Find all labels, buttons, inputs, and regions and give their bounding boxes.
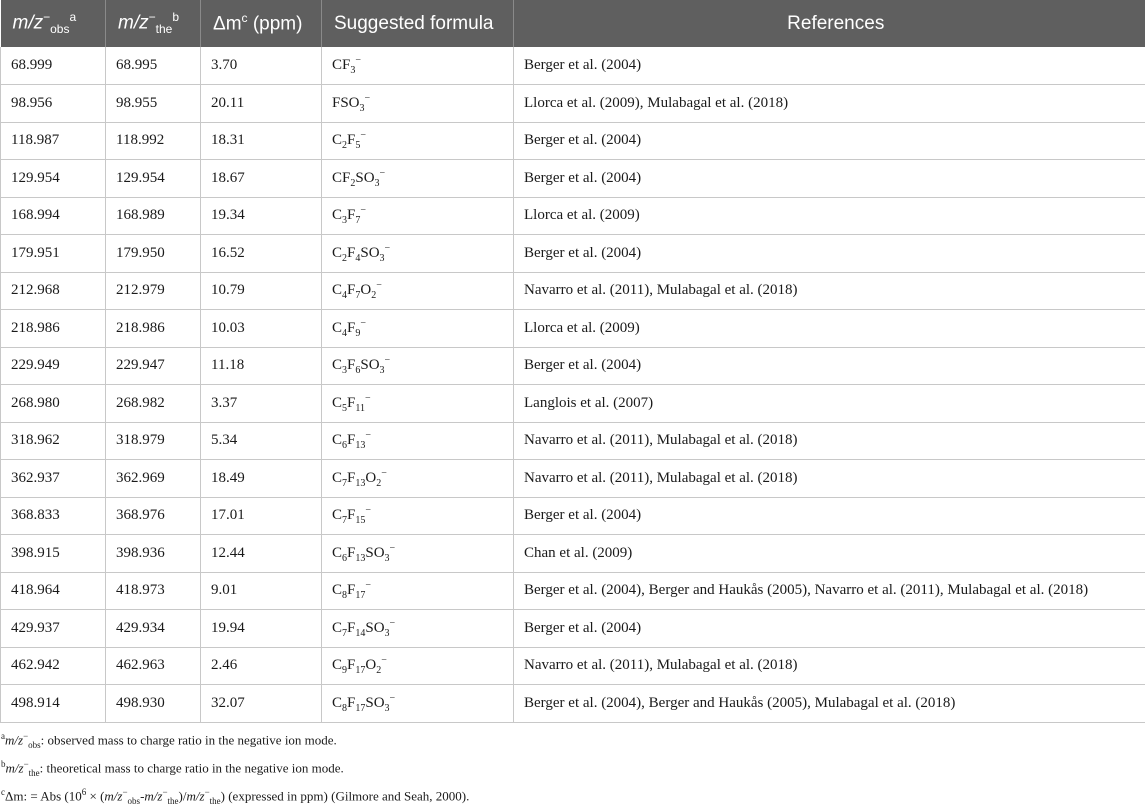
formula-part: 3 (350, 65, 355, 76)
formula-part: C (332, 132, 342, 148)
footnote-part: - (140, 789, 144, 804)
formula-part: − (390, 618, 396, 629)
footnote-part: the (210, 796, 221, 806)
formula-part: 4 (342, 328, 347, 339)
formula-part: 3 (342, 215, 347, 226)
formula-part: C (332, 695, 342, 711)
cell-formula (322, 85, 514, 123)
formula-part: F (347, 657, 355, 673)
formula-part: − (381, 468, 387, 479)
cell-mz-obs: 418.964 (1, 572, 106, 610)
cell-mz-the: 229.947 (106, 347, 201, 385)
formula-part: 6 (355, 365, 360, 376)
formula-part: C (332, 545, 342, 561)
formula-part: 4 (355, 253, 360, 264)
table-row (1, 47, 1145, 85)
cell-formula (322, 235, 514, 273)
table-row (1, 610, 1145, 648)
formula-part: − (385, 355, 391, 366)
cell-reference: Berger et al. (2004), Berger and Haukås (2005), Mulabagal et al. (2018) (514, 685, 1145, 723)
formula-part: − (365, 505, 371, 516)
cell-delta-m: 12.44 (201, 535, 322, 573)
formula-part: C (332, 620, 342, 636)
formula-part: − (355, 55, 361, 66)
formula-part: C (332, 470, 342, 486)
formula-part: C (332, 582, 342, 598)
cell-delta-m: 16.52 (201, 235, 322, 273)
footnote-part: 6 (82, 787, 87, 797)
cell-reference: Navarro et al. (2011), Mulabagal et al. (2018) (514, 422, 1145, 460)
footnote-part: Δm: = Abs (10 (5, 789, 82, 804)
footnote-part: m/z (6, 760, 24, 775)
formula-part: F (347, 395, 355, 411)
formula-part: C (332, 245, 342, 261)
cell-mz-obs: 362.937 (1, 460, 106, 498)
formula-part: C (332, 282, 342, 298)
formula-part: 5 (342, 403, 347, 414)
cell-delta-m: 10.79 (201, 272, 322, 310)
formula-part: C (332, 432, 342, 448)
formula-part: − (390, 543, 396, 554)
formula-part: 2 (371, 290, 376, 301)
formula-part: − (365, 580, 371, 591)
footnote-part: − (162, 787, 167, 797)
cell-delta-m: 20.11 (201, 85, 322, 123)
formula-part: F (347, 620, 355, 636)
footnote-part: m/z (144, 789, 162, 804)
header-references: References (514, 0, 1145, 47)
cell-mz-the: 68.995 (106, 47, 201, 85)
cell-delta-m: 11.18 (201, 347, 322, 385)
formula-part: − (380, 168, 386, 179)
formula-part: 7 (355, 215, 360, 226)
cell-formula (322, 422, 514, 460)
cell-delta-m: 2.46 (201, 647, 322, 685)
cell-formula (322, 610, 514, 648)
formula-part: SO (365, 695, 384, 711)
formula-part: 8 (342, 703, 347, 714)
footnote-part: the (29, 768, 40, 778)
footnote-part: m/z (5, 732, 23, 747)
formula-part: F (347, 245, 355, 261)
cell-mz-obs: 229.949 (1, 347, 106, 385)
cell-reference: Navarro et al. (2011), Mulabagal et al. (2018) (514, 460, 1145, 498)
cell-mz-obs: 429.937 (1, 610, 106, 648)
formula-part: SO (355, 170, 374, 186)
cell-formula (322, 160, 514, 198)
formula-part: − (365, 393, 371, 404)
formula-part: − (376, 280, 382, 291)
cell-delta-m: 18.67 (201, 160, 322, 198)
table-row (1, 647, 1145, 685)
cell-mz-the: 368.976 (106, 497, 201, 535)
cell-delta-m: 9.01 (201, 572, 322, 610)
formula-part: 4 (342, 290, 347, 301)
formula-part: FSO (332, 95, 360, 111)
formula-part: 17 (355, 703, 365, 714)
table-row (1, 272, 1145, 310)
formula-part: 2 (342, 140, 347, 151)
formula-part: 13 (355, 478, 365, 489)
cell-mz-the: 268.982 (106, 385, 201, 423)
cell-mz-obs: 462.942 (1, 647, 106, 685)
cell-delta-m: 17.01 (201, 497, 322, 535)
formula-part: F (347, 582, 355, 598)
cell-mz-the: 118.992 (106, 122, 201, 160)
cell-mz-the: 418.973 (106, 572, 201, 610)
cell-formula (322, 347, 514, 385)
footnote-part: obs (28, 739, 41, 749)
cell-reference: Llorca et al. (2009), Mulabagal et al. (2018) (514, 85, 1145, 123)
formula-part: 3 (342, 365, 347, 376)
footnote-part: m/z (104, 789, 122, 804)
footnote-line (1, 727, 1145, 755)
formula-part: − (360, 205, 366, 216)
cell-mz-obs: 212.968 (1, 272, 106, 310)
table-body (1, 47, 1145, 722)
formula-part: CF (332, 170, 350, 186)
formula-part: 3 (360, 103, 365, 114)
cell-mz-obs: 168.994 (1, 197, 106, 235)
formula-part: 3 (385, 553, 390, 564)
cell-mz-obs: 398.915 (1, 535, 106, 573)
formula-part: 2 (350, 178, 355, 189)
formula-part: F (347, 432, 355, 448)
footnote-line (1, 783, 1145, 811)
formula-part: F (347, 282, 355, 298)
formula-part: 3 (380, 365, 385, 376)
cell-mz-the: 129.954 (106, 160, 201, 198)
table-row (1, 310, 1145, 348)
table-row (1, 422, 1145, 460)
cell-reference: Berger et al. (2004) (514, 347, 1145, 385)
cell-formula (322, 385, 514, 423)
table-row (1, 160, 1145, 198)
cell-delta-m: 3.70 (201, 47, 322, 85)
formula-part: 3 (380, 253, 385, 264)
cell-reference: Langlois et al. (2007) (514, 385, 1145, 423)
formula-part: 2 (376, 478, 381, 489)
formula-part: 6 (342, 440, 347, 451)
formula-part: O (360, 282, 371, 298)
formula-part: C (332, 357, 342, 373)
cell-reference: Navarro et al. (2011), Mulabagal et al. (2018) (514, 647, 1145, 685)
formula-part: C (332, 320, 342, 336)
table-row (1, 460, 1145, 498)
formula-part: − (381, 655, 387, 666)
cell-mz-obs: 68.999 (1, 47, 106, 85)
formula-part: F (347, 207, 355, 223)
formula-part: SO (365, 545, 384, 561)
cell-mz-the: 218.986 (106, 310, 201, 348)
footnote-part: obs (128, 796, 141, 806)
footnote-part: − (24, 759, 29, 769)
table-row (1, 385, 1145, 423)
cell-reference: Berger et al. (2004) (514, 497, 1145, 535)
cell-delta-m: 10.03 (201, 310, 322, 348)
formula-part: F (347, 695, 355, 711)
footnote-part: − (205, 787, 210, 797)
footnote-line (1, 755, 1145, 783)
cell-reference: Navarro et al. (2011), Mulabagal et al. (2018) (514, 272, 1145, 310)
cell-mz-the: 398.936 (106, 535, 201, 573)
footnote-part: ) (expressed in ppm) (Gilmore and Seah, 2000). (221, 789, 470, 804)
table-row (1, 235, 1145, 273)
cell-reference: Berger et al. (2004), Berger and Haukås (2005), Navarro et al. (2011), Mulabagal et al. (2018) (514, 572, 1145, 610)
table-row (1, 497, 1145, 535)
cell-mz-obs: 179.951 (1, 235, 106, 273)
formula-part: 7 (342, 478, 347, 489)
footnote-part: − (122, 787, 127, 797)
formula-part: 7 (342, 515, 347, 526)
formula-part: F (347, 507, 355, 523)
cell-reference: Chan et al. (2009) (514, 535, 1145, 573)
formula-part: − (360, 130, 366, 141)
cell-delta-m: 5.34 (201, 422, 322, 460)
cell-formula (322, 535, 514, 573)
cell-delta-m: 32.07 (201, 685, 322, 723)
cell-formula (322, 685, 514, 723)
header-mz-the: $m/z^-_{the}^b$ (106, 0, 201, 47)
cell-delta-m: 19.94 (201, 610, 322, 648)
formula-part: F (347, 357, 355, 373)
footnote-part: )/ (179, 789, 187, 804)
cell-mz-obs: 318.962 (1, 422, 106, 460)
formula-part: 7 (342, 628, 347, 639)
cell-delta-m: 18.49 (201, 460, 322, 498)
formula-part: SO (360, 245, 379, 261)
cell-formula (322, 572, 514, 610)
formula-part: 17 (355, 665, 365, 676)
formula-part: 17 (355, 590, 365, 601)
formula-part: 2 (376, 665, 381, 676)
footnote-part: b (1, 759, 6, 769)
footnote-part: − (23, 731, 28, 741)
formula-part: − (365, 93, 371, 104)
table-header (1, 0, 1145, 47)
cell-mz-the: 179.950 (106, 235, 201, 273)
cell-formula (322, 47, 514, 85)
cell-mz-obs: 368.833 (1, 497, 106, 535)
footnote-part: : observed mass to charge ratio in the negative ion mode. (41, 732, 337, 747)
formula-part: O (365, 657, 376, 673)
formula-part: 9 (355, 328, 360, 339)
formula-part: SO (365, 620, 384, 636)
cell-reference: Llorca et al. (2009) (514, 197, 1145, 235)
formula-part: 7 (355, 290, 360, 301)
formula-part: − (365, 430, 371, 441)
cell-formula (322, 647, 514, 685)
cell-mz-the: 168.989 (106, 197, 201, 235)
cell-mz-the: 362.969 (106, 460, 201, 498)
table-row (1, 197, 1145, 235)
footnote-part: a (1, 731, 5, 741)
formula-part: 14 (355, 628, 365, 639)
formula-part: − (390, 693, 396, 704)
formula-part: 2 (342, 253, 347, 264)
formula-part: 13 (355, 553, 365, 564)
cell-reference: Berger et al. (2004) (514, 122, 1145, 160)
formula-part: 8 (342, 590, 347, 601)
cell-mz-the: 318.979 (106, 422, 201, 460)
cell-formula (322, 497, 514, 535)
cell-reference: Llorca et al. (2009) (514, 310, 1145, 348)
formula-part: 9 (342, 665, 347, 676)
cell-formula (322, 272, 514, 310)
cell-mz-the: 498.930 (106, 685, 201, 723)
cell-delta-m: 19.34 (201, 197, 322, 235)
formula-part: 6 (342, 553, 347, 564)
cell-mz-obs: 118.987 (1, 122, 106, 160)
header-formula: Suggested formula (322, 0, 514, 47)
footnote-part: the (168, 796, 179, 806)
cell-mz-the: 429.934 (106, 610, 201, 648)
formula-part: F (347, 470, 355, 486)
cell-delta-m: 18.31 (201, 122, 322, 160)
cell-reference: Berger et al. (2004) (514, 47, 1145, 85)
formula-part: SO (360, 357, 379, 373)
table-row (1, 572, 1145, 610)
cell-delta-m: 3.37 (201, 385, 322, 423)
formula-part: C (332, 507, 342, 523)
formula-part: 5 (355, 140, 360, 151)
table-row (1, 85, 1145, 123)
cell-mz-obs: 268.980 (1, 385, 106, 423)
formula-part: C (332, 657, 342, 673)
table-row (1, 122, 1145, 160)
formula-part: 13 (355, 440, 365, 451)
formula-part: − (385, 243, 391, 254)
cell-formula (322, 122, 514, 160)
formula-part: − (360, 318, 366, 329)
header-mz-obs: $m/z^-_{obs}^a$ (1, 0, 106, 47)
cell-mz-obs: 129.954 (1, 160, 106, 198)
footnote-part: m/z (187, 789, 205, 804)
formula-part: 15 (355, 515, 365, 526)
cell-mz-the: 462.963 (106, 647, 201, 685)
table-row (1, 685, 1145, 723)
header-delta-m: $\Delta m^c$ (ppm) (201, 0, 322, 47)
formula-part: 3 (385, 703, 390, 714)
footnotes (0, 723, 1145, 812)
formula-part: O (365, 470, 376, 486)
cell-formula (322, 460, 514, 498)
cell-mz-obs: 498.914 (1, 685, 106, 723)
cell-mz-obs: 218.986 (1, 310, 106, 348)
cell-mz-the: 212.979 (106, 272, 201, 310)
footnote-part: c (1, 787, 5, 797)
formula-part: C (332, 395, 342, 411)
cell-formula (322, 310, 514, 348)
formula-part: C (332, 207, 342, 223)
footnote-part: × ( (86, 789, 104, 804)
formula-part: F (347, 132, 355, 148)
formula-part: 3 (385, 628, 390, 639)
table-row (1, 535, 1145, 573)
cell-mz-the: 98.955 (106, 85, 201, 123)
cell-reference: Berger et al. (2004) (514, 610, 1145, 648)
cell-formula (322, 197, 514, 235)
footnote-part: : theoretical mass to charge ratio in the negative ion mode. (40, 760, 344, 775)
cell-reference: Berger et al. (2004) (514, 160, 1145, 198)
cell-reference: Berger et al. (2004) (514, 235, 1145, 273)
formula-part: CF (332, 57, 350, 73)
formula-part: 3 (375, 178, 380, 189)
formula-part: F (347, 320, 355, 336)
cell-mz-obs: 98.956 (1, 85, 106, 123)
formula-part: F (347, 545, 355, 561)
formula-part: 11 (355, 403, 365, 414)
table-row (1, 347, 1145, 385)
